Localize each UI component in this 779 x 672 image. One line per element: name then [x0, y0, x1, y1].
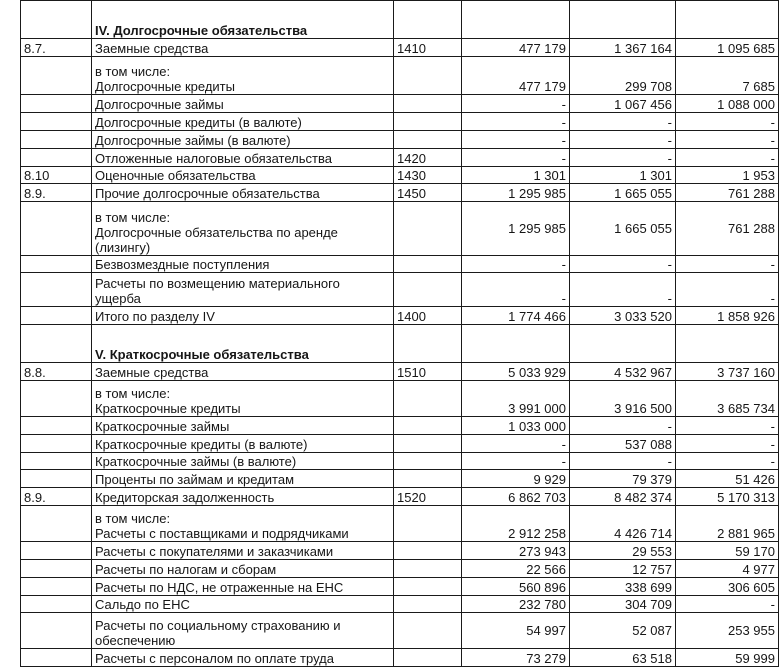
row-code — [21, 613, 92, 649]
value-cell: 59 170 — [676, 542, 779, 560]
table-row — [21, 417, 779, 435]
row-line-code — [394, 613, 462, 649]
row-code — [21, 256, 92, 273]
row-name: Долгосрочные кредиты (в валюте) — [92, 113, 394, 131]
value-cell: - — [462, 131, 570, 149]
table-row — [21, 381, 779, 417]
row-line-code — [394, 435, 462, 453]
empty-cell — [462, 325, 570, 363]
table-row — [21, 363, 779, 381]
value-cell: - — [570, 113, 676, 131]
value-cell: 4 532 967 — [570, 363, 676, 381]
value-cell: 7 685 — [676, 57, 779, 95]
value-cell: 22 566 — [462, 560, 570, 578]
row-name: в том числе: Расчеты с поставщиками и подрядчиками — [92, 506, 394, 542]
value-cell: 4 977 — [676, 560, 779, 578]
empty-cell — [570, 1, 676, 39]
row-name: Краткосрочные займы — [92, 417, 394, 435]
value-cell: - — [676, 596, 779, 613]
row-name: в том числе: Краткосрочные кредиты — [92, 381, 394, 417]
table-row — [21, 95, 779, 113]
value-cell: 63 518 — [570, 649, 676, 667]
value-cell: 299 708 — [570, 57, 676, 95]
value-cell: - — [462, 435, 570, 453]
value-cell: - — [570, 149, 676, 167]
value-cell: - — [676, 435, 779, 453]
row-name: Заемные средства — [92, 39, 394, 57]
row-name: Расчеты по НДС, не отраженные на ЕНС — [92, 578, 394, 596]
value-cell: - — [676, 417, 779, 435]
value-cell: - — [676, 256, 779, 273]
row-line-code: 1420 — [394, 149, 462, 167]
value-cell: 3 685 734 — [676, 381, 779, 417]
value-cell: 1 295 985 — [462, 184, 570, 202]
row-name: Прочие долгосрочные обязательства — [92, 184, 394, 202]
value-cell: 1 367 164 — [570, 39, 676, 57]
value-cell: - — [462, 273, 570, 307]
table-row — [21, 184, 779, 202]
row-code — [21, 95, 92, 113]
row-name: в том числе: Долгосрочные обязательства по аренде (лизингу) — [92, 202, 394, 256]
row-name: Заемные средства — [92, 363, 394, 381]
table-row — [21, 167, 779, 184]
row-name: Долгосрочные займы — [92, 95, 394, 113]
row-line-code — [394, 381, 462, 417]
value-cell: 1 088 000 — [676, 95, 779, 113]
value-cell: 3 033 520 — [570, 307, 676, 325]
empty-cell — [21, 1, 92, 39]
section-header-row — [21, 325, 779, 363]
value-cell: - — [676, 453, 779, 470]
value-cell: 1 095 685 — [676, 39, 779, 57]
table-row — [21, 488, 779, 506]
value-cell: 1 774 466 — [462, 307, 570, 325]
liabilities-table — [20, 0, 779, 667]
empty-cell — [676, 325, 779, 363]
section-title: V. Краткосрочные обязательства — [92, 325, 394, 363]
value-cell: 273 943 — [462, 542, 570, 560]
table-row — [21, 560, 779, 578]
value-cell: 79 379 — [570, 470, 676, 488]
value-cell: 1 301 — [570, 167, 676, 184]
value-cell: 5 033 929 — [462, 363, 570, 381]
row-code — [21, 435, 92, 453]
row-line-code — [394, 95, 462, 113]
row-line-code — [394, 578, 462, 596]
table-row — [21, 506, 779, 542]
value-cell: 2 912 258 — [462, 506, 570, 542]
row-name: Расчеты по возмещению материального ущерба — [92, 273, 394, 307]
value-cell: - — [462, 95, 570, 113]
value-cell: 304 709 — [570, 596, 676, 613]
value-cell: 1 301 — [462, 167, 570, 184]
row-code — [21, 57, 92, 95]
value-cell: 477 179 — [462, 39, 570, 57]
value-cell: 1 858 926 — [676, 307, 779, 325]
row-code — [21, 578, 92, 596]
value-cell: 3 916 500 — [570, 381, 676, 417]
row-code — [21, 307, 92, 325]
row-name: Расчеты по социальному страхованию и обеспечению — [92, 613, 394, 649]
row-code — [21, 560, 92, 578]
row-code — [21, 417, 92, 435]
row-code: 8.9. — [21, 488, 92, 506]
table-row — [21, 256, 779, 273]
table-row — [21, 149, 779, 167]
table-row — [21, 435, 779, 453]
row-line-code — [394, 560, 462, 578]
value-cell: 73 279 — [462, 649, 570, 667]
row-line-code — [394, 506, 462, 542]
row-name: Расчеты с покупателями и заказчиками — [92, 542, 394, 560]
value-cell: 8 482 374 — [570, 488, 676, 506]
value-cell: - — [462, 113, 570, 131]
row-name: Краткосрочные кредиты (в валюте) — [92, 435, 394, 453]
row-line-code: 1410 — [394, 39, 462, 57]
row-code — [21, 113, 92, 131]
row-line-code: 1510 — [394, 363, 462, 381]
row-code: 8.10 — [21, 167, 92, 184]
table-row — [21, 542, 779, 560]
value-cell: - — [676, 113, 779, 131]
row-code — [21, 273, 92, 307]
value-cell: 761 288 — [676, 184, 779, 202]
row-line-code — [394, 542, 462, 560]
value-cell: 761 288 — [676, 202, 779, 256]
row-line-code — [394, 202, 462, 256]
row-name: Долгосрочные займы (в валюте) — [92, 131, 394, 149]
value-cell: - — [676, 273, 779, 307]
value-cell: - — [676, 149, 779, 167]
row-name: Оценочные обязательства — [92, 167, 394, 184]
table-row — [21, 273, 779, 307]
row-line-code — [394, 453, 462, 470]
value-cell: - — [570, 453, 676, 470]
value-cell: - — [570, 417, 676, 435]
section-header-row — [21, 1, 779, 39]
row-code — [21, 131, 92, 149]
table-row — [21, 131, 779, 149]
value-cell: 5 170 313 — [676, 488, 779, 506]
value-cell: 12 757 — [570, 560, 676, 578]
table-row — [21, 57, 779, 95]
row-code — [21, 596, 92, 613]
table-row — [21, 649, 779, 667]
value-cell: 1 295 985 — [462, 202, 570, 256]
value-cell: - — [462, 149, 570, 167]
value-cell: 2 881 965 — [676, 506, 779, 542]
empty-cell — [676, 1, 779, 39]
empty-cell — [21, 325, 92, 363]
table-row — [21, 307, 779, 325]
table-row — [21, 453, 779, 470]
empty-cell — [462, 1, 570, 39]
value-cell: 51 426 — [676, 470, 779, 488]
table-row — [21, 202, 779, 256]
row-line-code — [394, 273, 462, 307]
table-row — [21, 613, 779, 649]
row-code — [21, 381, 92, 417]
row-name: Отложенные налоговые обязательства — [92, 149, 394, 167]
table-row — [21, 596, 779, 613]
row-line-code: 1520 — [394, 488, 462, 506]
value-cell: 1 665 055 — [570, 184, 676, 202]
table-row — [21, 470, 779, 488]
row-name: Сальдо по ЕНС — [92, 596, 394, 613]
empty-cell — [570, 325, 676, 363]
value-cell: 52 087 — [570, 613, 676, 649]
empty-cell — [394, 1, 462, 39]
value-cell: 3 737 160 — [676, 363, 779, 381]
row-name: Итого по разделу IV — [92, 307, 394, 325]
value-cell: 3 991 000 — [462, 381, 570, 417]
row-code — [21, 470, 92, 488]
value-cell: - — [462, 453, 570, 470]
empty-cell — [394, 325, 462, 363]
row-name: Расчеты с персоналом по оплате труда — [92, 649, 394, 667]
row-line-code — [394, 131, 462, 149]
row-code: 8.8. — [21, 363, 92, 381]
value-cell: - — [462, 256, 570, 273]
row-line-code — [394, 57, 462, 95]
liabilities-table-body — [21, 1, 779, 667]
value-cell: 1 953 — [676, 167, 779, 184]
value-cell: - — [570, 131, 676, 149]
row-code — [21, 453, 92, 470]
row-code — [21, 202, 92, 256]
section-title: IV. Долгосрочные обязательства — [92, 1, 394, 39]
value-cell: 6 862 703 — [462, 488, 570, 506]
row-name: Расчеты по налогам и сборам — [92, 560, 394, 578]
table-row — [21, 578, 779, 596]
value-cell: 560 896 — [462, 578, 570, 596]
row-line-code — [394, 417, 462, 435]
row-line-code — [394, 113, 462, 131]
row-name: Проценты по займам и кредитам — [92, 470, 394, 488]
value-cell: 253 955 — [676, 613, 779, 649]
row-line-code — [394, 596, 462, 613]
row-line-code — [394, 470, 462, 488]
value-cell: - — [570, 273, 676, 307]
value-cell: - — [570, 256, 676, 273]
row-name: в том числе: Долгосрочные кредиты — [92, 57, 394, 95]
value-cell: 9 929 — [462, 470, 570, 488]
value-cell: 477 179 — [462, 57, 570, 95]
row-line-code: 1430 — [394, 167, 462, 184]
table-row — [21, 113, 779, 131]
value-cell: 1 033 000 — [462, 417, 570, 435]
value-cell: 232 780 — [462, 596, 570, 613]
value-cell: 54 997 — [462, 613, 570, 649]
value-cell: 4 426 714 — [570, 506, 676, 542]
row-name: Краткосрочные займы (в валюте) — [92, 453, 394, 470]
value-cell: - — [676, 131, 779, 149]
value-cell: 59 999 — [676, 649, 779, 667]
row-name: Безвозмездные поступления — [92, 256, 394, 273]
row-line-code: 1450 — [394, 184, 462, 202]
value-cell: 1 665 055 — [570, 202, 676, 256]
row-name: Кредиторская задолженность — [92, 488, 394, 506]
value-cell: 29 553 — [570, 542, 676, 560]
row-code — [21, 542, 92, 560]
row-line-code — [394, 256, 462, 273]
row-code: 8.9. — [21, 184, 92, 202]
balance-sheet-page — [20, 0, 778, 672]
row-code — [21, 506, 92, 542]
row-line-code: 1400 — [394, 307, 462, 325]
value-cell: 537 088 — [570, 435, 676, 453]
value-cell: 1 067 456 — [570, 95, 676, 113]
row-line-code — [394, 649, 462, 667]
value-cell: 338 699 — [570, 578, 676, 596]
row-code: 8.7. — [21, 39, 92, 57]
row-code — [21, 149, 92, 167]
value-cell: 306 605 — [676, 578, 779, 596]
table-row — [21, 39, 779, 57]
row-code — [21, 649, 92, 667]
